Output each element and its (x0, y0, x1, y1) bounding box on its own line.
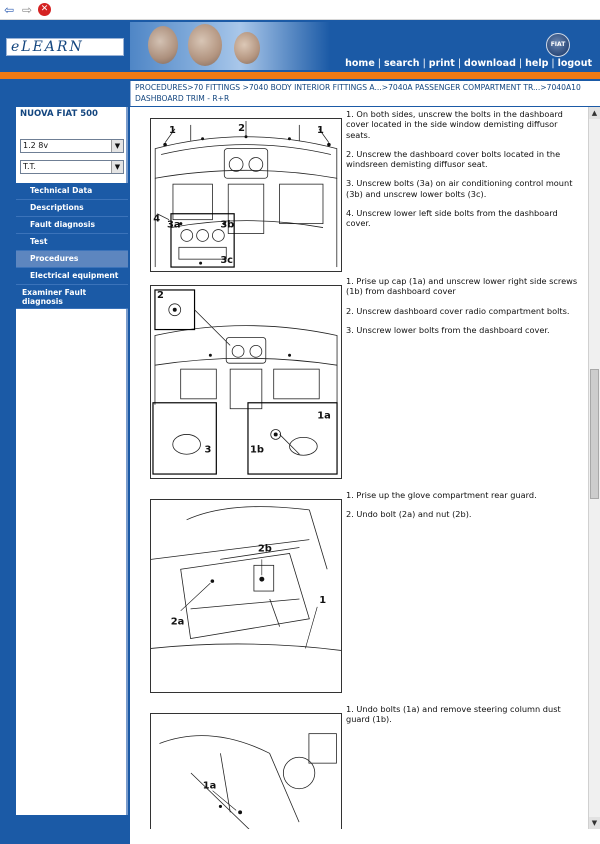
stop-icon[interactable]: ✕ (38, 3, 51, 16)
callout-2a: 2a (170, 616, 185, 628)
step-text: 1. On both sides, unscrew the bolts in the dashboard cover located in the side window demisting diffusor seats. (346, 109, 563, 140)
step-text: 3. Unscrew bolts (3a) on air conditioning control mount (3b) and unscrew lower bolts (3c). (346, 178, 573, 199)
fiat-logo-icon: FIAT (546, 33, 570, 57)
callout-2: 2 (238, 122, 245, 134)
procedure-content (130, 107, 588, 829)
link-logout[interactable]: logout (557, 58, 592, 69)
engine-select-value: 1.2 8v (23, 141, 49, 150)
callout-3a: 3a (167, 219, 181, 231)
link-download[interactable]: download (464, 58, 516, 69)
callout-2b: 2b (257, 543, 272, 555)
step-text: 1. Prise up cap (1a) and unscrew lower right side screws (1b) from dashboard cover (346, 276, 578, 297)
glove-compartment-diagram (151, 500, 341, 692)
figure-glove-compartment (150, 499, 342, 693)
menu-item-electrical-equipment[interactable]: Electrical equipment (16, 268, 128, 285)
callout-3: 3 (204, 444, 212, 456)
breadcrumb-text[interactable]: PROCEDURES>70 FITTINGS >7040 BODY INTERIOR FITTINGS A...>7040A PASSENGER COMPARTMENT TR...>7040A10 DASHBOARD TRIM - R+R (135, 83, 581, 103)
callout-4: 4 (153, 213, 161, 225)
dashboard-cover-diagram (151, 286, 341, 478)
breadcrumb (130, 81, 600, 106)
callout-3b: 3b (220, 219, 235, 231)
browser-toolbar (0, 0, 600, 20)
header-nav: home | search | print | download | help | logout (345, 58, 592, 69)
callout-1b: 1b (249, 444, 264, 456)
step-text: 2. Unscrew the dashboard cover bolts located in the windsreen demisting diffusor seat. (346, 148, 561, 170)
step-text: 3. Unscrew lower bolts from the dashboard cover. (346, 324, 550, 335)
vehicle-title: NUOVA FIAT 500 (20, 109, 98, 119)
trim-select[interactable] (20, 160, 124, 174)
steps-section-2 (346, 276, 582, 344)
callout-1a: 1a (202, 780, 217, 792)
link-home[interactable]: home (345, 58, 375, 69)
elearn-logo (6, 38, 124, 56)
logo-text: eLEARN (11, 39, 84, 55)
steps-section-3 (346, 490, 582, 529)
chevron-down-icon: ▼ (111, 140, 123, 152)
menu-item-fault-diagnosis[interactable]: Fault diagnosis (16, 217, 128, 234)
menu-item-descriptions[interactable]: Descriptions (16, 200, 128, 217)
back-arrow-icon[interactable]: ⇦ (3, 3, 15, 17)
forward-arrow-icon[interactable]: ⇨ (21, 3, 33, 17)
scroll-up-arrow-icon[interactable]: ▲ (589, 107, 600, 119)
step-text: 1. Prise up the glove compartment rear guard. (346, 490, 537, 500)
scroll-down-arrow-icon[interactable]: ▼ (589, 817, 600, 829)
step-text: 1. Undo bolts (1a) and remove steering column dust guard (1b). (346, 704, 561, 725)
link-search[interactable]: search (383, 58, 420, 69)
steps-section-4 (346, 704, 582, 734)
bottom-margin (130, 829, 600, 844)
menu-item-examiner-fault-diagnosis[interactable]: Examiner Fault diagnosis (16, 285, 128, 309)
link-help[interactable]: help (525, 58, 549, 69)
scroll-thumb[interactable] (590, 369, 599, 499)
engine-select[interactable] (20, 139, 124, 153)
callout-1-right: 1 (317, 124, 324, 136)
trim-select-value: T.T. (23, 162, 36, 171)
callout-1-left: 1 (169, 124, 176, 136)
sidebar-menu (16, 183, 128, 309)
steering-column-diagram (151, 714, 341, 829)
menu-item-technical-data[interactable]: Technical Data (16, 183, 128, 200)
steps-section-1 (346, 109, 582, 238)
figure-dashboard-bolts (150, 118, 342, 272)
callout-3c: 3c (220, 255, 234, 267)
menu-item-procedures[interactable]: Procedures (16, 251, 128, 268)
link-print[interactable]: print (428, 58, 455, 69)
orange-divider (0, 72, 600, 79)
step-text: 2. Unscrew dashboard cover radio compartment bolts. (346, 305, 570, 316)
figure-dashboard-cover-screws (150, 285, 342, 479)
callout-2: 2 (156, 289, 164, 301)
callout-1a: 1a (317, 410, 331, 422)
figure-steering-column (150, 713, 342, 829)
dashboard-diagram (151, 119, 341, 271)
step-text: 4. Unscrew lower left side bolts from the dashboard cover. (346, 208, 558, 229)
site-header (0, 20, 600, 72)
content-scrollbar[interactable] (588, 107, 600, 829)
chevron-down-icon: ▼ (111, 161, 123, 173)
step-text: 2. Undo bolt (2a) and nut (2b). (346, 509, 472, 520)
menu-item-test[interactable]: Test (16, 234, 128, 251)
header-photo (130, 22, 330, 70)
callout-1: 1 (319, 594, 327, 606)
